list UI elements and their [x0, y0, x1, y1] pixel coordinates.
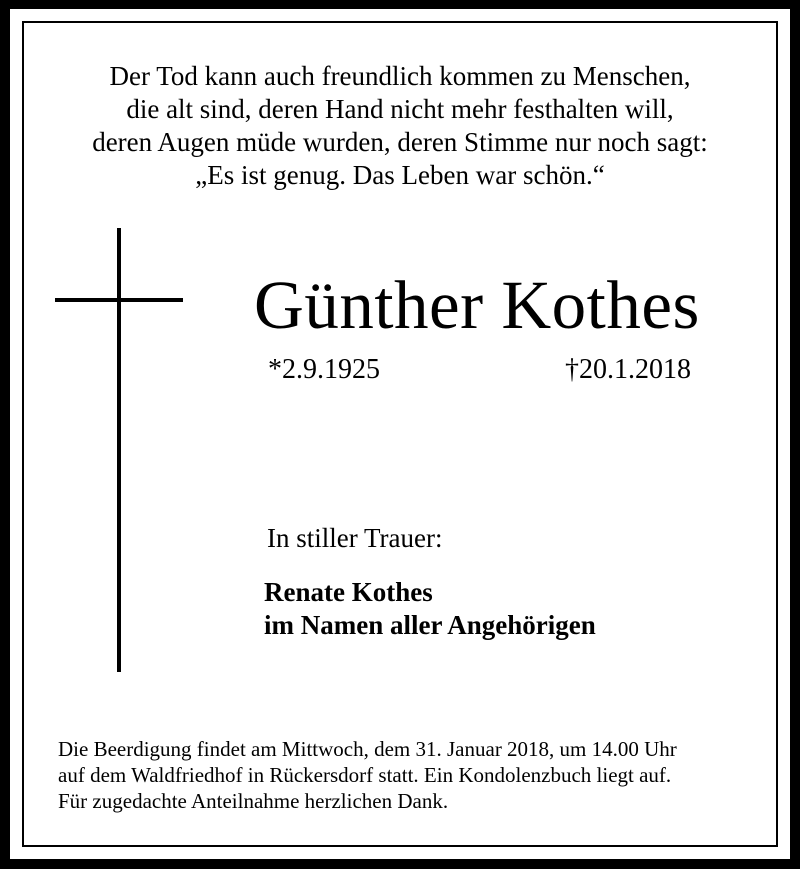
- cross-horizontal-bar: [55, 298, 183, 302]
- death-date: †20.1.2018: [565, 354, 691, 385]
- obituary-card: [10, 9, 790, 859]
- mourners: [264, 576, 596, 642]
- deceased-name: Günther Kothes: [254, 267, 700, 343]
- mourner-line: Renate Kothes: [264, 577, 433, 607]
- notice-line: Die Beerdigung findet am Mittwoch, dem 31. Januar 2018, um 14.00 Uhr: [58, 737, 677, 761]
- poem-line: die alt sind, deren Hand nicht mehr festhalten will,: [126, 94, 674, 124]
- cross-vertical-bar: [117, 228, 121, 672]
- mourner-line: im Namen aller Angehörigen: [264, 610, 596, 640]
- poem-line: „Es ist genug. Das Leben war schön.“: [195, 160, 605, 190]
- poem-line: deren Augen müde wurden, deren Stimme nur noch sagt:: [92, 127, 708, 157]
- poem-line: Der Tod kann auch freundlich kommen zu Menschen,: [109, 61, 691, 91]
- funeral-notice: [58, 736, 677, 814]
- birth-date: *2.9.1925: [268, 354, 380, 385]
- notice-line: auf dem Waldfriedhof in Rückersdorf statt. Ein Kondolenzbuch liegt auf.: [58, 763, 672, 787]
- mourning-heading: In stiller Trauer:: [267, 523, 443, 553]
- poem: [10, 60, 790, 192]
- notice-line: Für zugedachte Anteilnahme herzlichen Dank.: [58, 789, 449, 813]
